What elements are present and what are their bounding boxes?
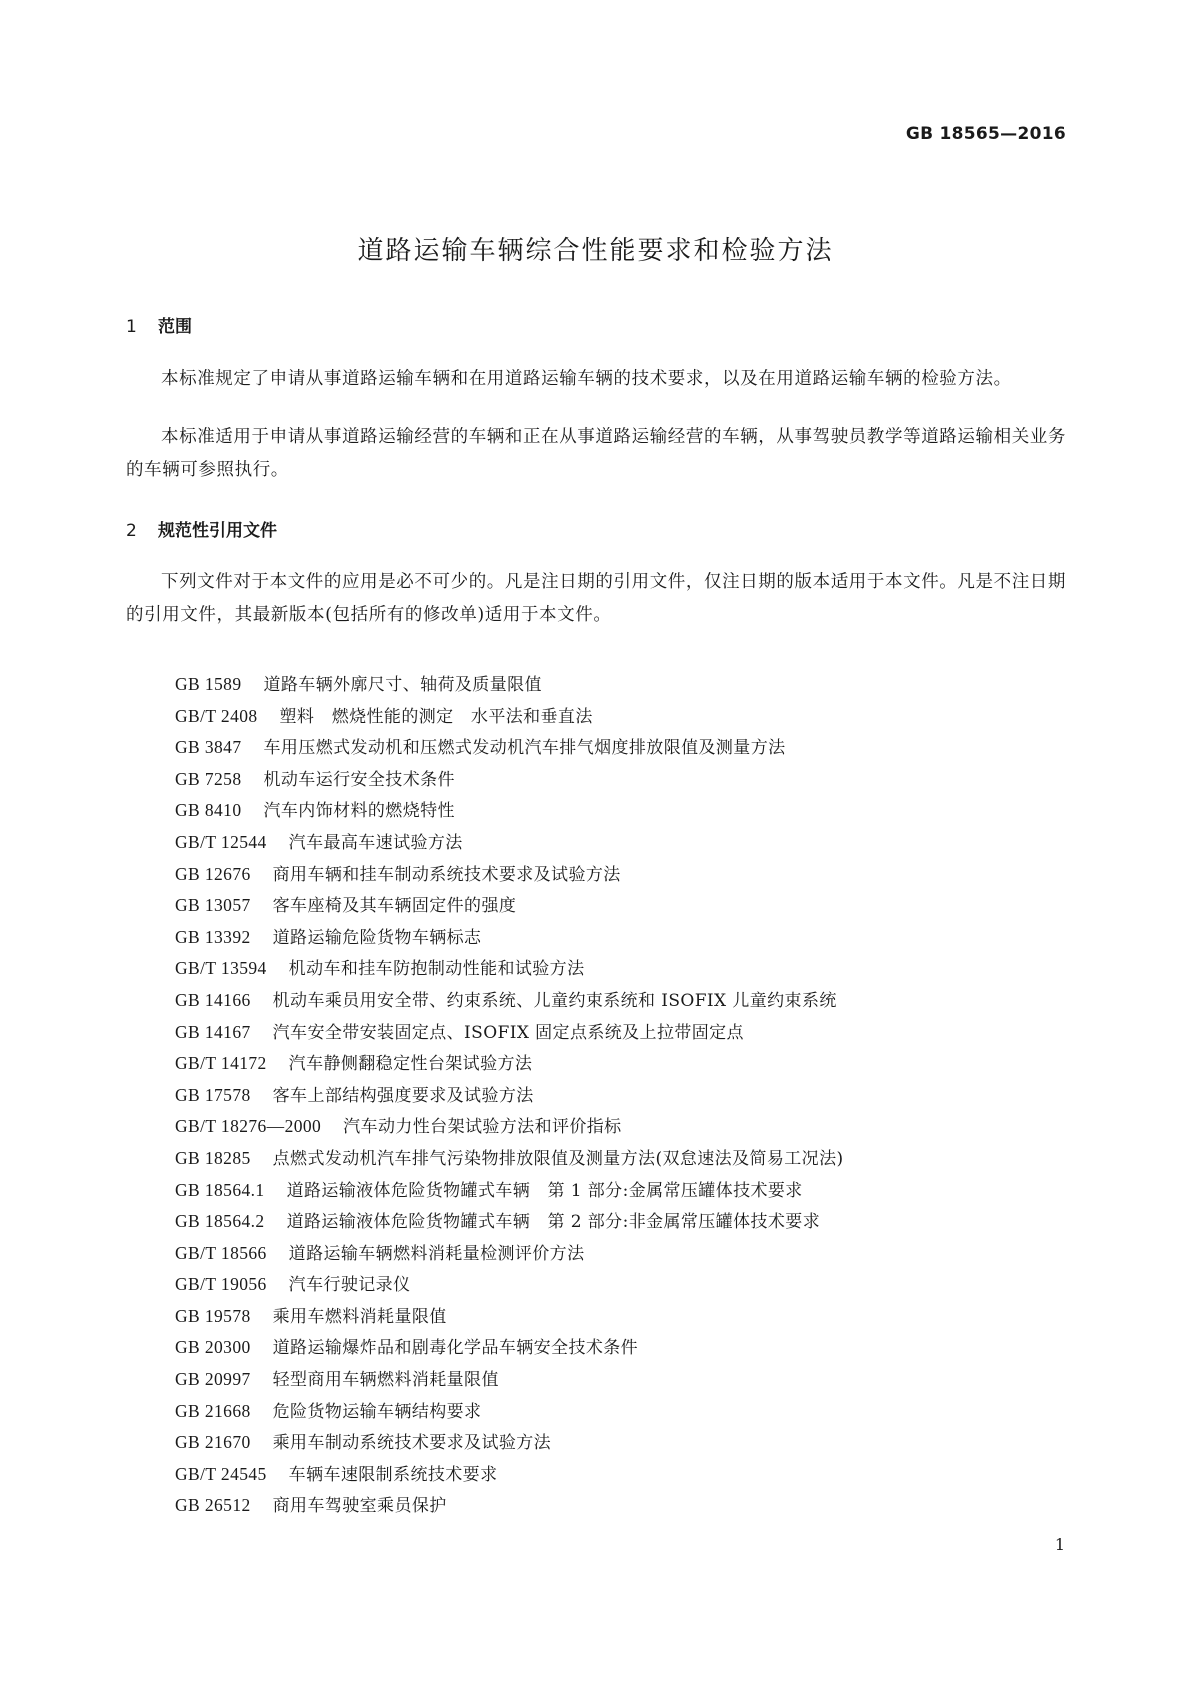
reference-item <box>175 1175 844 1207</box>
reference-item <box>175 1364 844 1396</box>
reference-code: GB 14167 <box>175 1021 251 1042</box>
reference-code: GB 12676 <box>175 863 251 884</box>
reference-name: 商用车驾驶室乘员保护 <box>272 1496 447 1517</box>
reference-code: GB 19578 <box>175 1305 251 1326</box>
reference-name: 汽车最高车速试验方法 <box>288 832 463 853</box>
reference-code: GB/T 24545 <box>175 1463 267 1484</box>
reference-item <box>175 1080 844 1112</box>
reference-name: 道路车辆外廓尺寸、轴荷及质量限值 <box>263 675 542 695</box>
reference-code: GB/T 12544 <box>175 831 267 852</box>
paragraph: 本标准规定了申请从事道路运输车辆和在用道路运输车辆的技术要求，以及在用道路运输车辆的检验方法。 <box>161 369 1012 389</box>
reference-name: 车辆车速限制系统技术要求 <box>288 1464 498 1485</box>
reference-name: 机动车乘员用安全带、约束系统、儿童约束系统和 ISOFIX 儿童约束系统 <box>272 990 837 1011</box>
reference-name: 汽车安全带安装固定点、ISOFIX 固定点系统及上拉带固定点 <box>272 1022 744 1043</box>
reference-item <box>175 1490 844 1522</box>
reference-name: 车用压燃式发动机和压燃式发动机汽车排气烟度排放限值及测量方法 <box>263 738 786 759</box>
reference-name: 乘用车制动系统技术要求及试验方法 <box>272 1433 552 1454</box>
reference-name: 乘用车燃料消耗量限值 <box>272 1306 447 1327</box>
reference-item <box>175 1143 844 1175</box>
reference-code: GB/T 2408 <box>175 705 258 726</box>
reference-code: GB 13057 <box>175 895 251 916</box>
reference-code: GB 3847 <box>175 737 242 758</box>
reference-item <box>175 669 844 701</box>
reference-name: 道路运输危险货物车辆标志 <box>272 927 482 948</box>
reference-item <box>175 985 844 1017</box>
section-number: 1 <box>126 317 137 337</box>
reference-name: 客车上部结构强度要求及试验方法 <box>272 1085 534 1106</box>
reference-item <box>175 1396 844 1428</box>
reference-code: GB 21668 <box>175 1400 251 1421</box>
standard-code: GB 18565—2016 <box>905 124 1066 144</box>
reference-code: GB 18564.2 <box>175 1211 265 1232</box>
reference-name: 危险货物运输车辆结构要求 <box>272 1401 482 1422</box>
reference-item <box>175 1111 844 1143</box>
reference-name: 机动车运行安全技术条件 <box>263 769 455 790</box>
paragraph: 下列文件对于本文件的应用是必不可少的。凡是注日期的引用文件，仅注日期的版本适用于本文件。凡是不注日期的引用文件，其最新版本(包括所有的修改单)适用于本文件。 <box>126 572 1066 625</box>
reference-name: 道路运输液体危险货物罐式车辆 第 2 部分:非金属常压罐体技术要求 <box>286 1212 821 1233</box>
reference-code: GB 14166 <box>175 989 251 1010</box>
reference-name: 轻型商用车辆燃料消耗量限值 <box>272 1370 499 1391</box>
reference-item <box>175 827 844 859</box>
reference-name: 汽车行驶记录仪 <box>288 1275 411 1296</box>
document-title: 道路运输车辆综合性能要求和检验方法 <box>357 236 834 266</box>
section-1-heading <box>126 312 192 337</box>
reference-item <box>175 1269 844 1301</box>
reference-item <box>175 732 844 764</box>
reference-code: GB 17578 <box>175 1084 251 1105</box>
reference-name: 道路运输液体危险货物罐式车辆 第 1 部分:金属常压罐体技术要求 <box>286 1180 803 1201</box>
reference-name: 点燃式发动机汽车排气污染物排放限值及测量方法(双怠速法及简易工况法) <box>272 1148 844 1169</box>
section-title: 规范性引用文件 <box>158 521 277 541</box>
reference-item <box>175 953 844 985</box>
reference-code: GB 26512 <box>175 1495 251 1516</box>
reference-code: GB 13392 <box>175 926 251 947</box>
reference-list <box>175 669 844 1522</box>
reference-item <box>175 795 844 827</box>
reference-code: GB 18285 <box>175 1147 251 1168</box>
reference-item <box>175 764 844 796</box>
section-title: 范围 <box>158 317 192 337</box>
reference-name: 道路运输车辆燃料消耗量检测评价方法 <box>288 1243 585 1264</box>
reference-item <box>175 1048 844 1080</box>
reference-name: 塑料 燃烧性能的测定 水平法和垂直法 <box>279 706 593 727</box>
reference-name: 汽车动力性台架试验方法和评价指标 <box>343 1117 622 1138</box>
reference-code: GB 18564.1 <box>175 1179 265 1200</box>
reference-code: GB 1589 <box>175 674 242 694</box>
reference-item <box>175 1332 844 1364</box>
reference-code: GB 8410 <box>175 800 242 821</box>
reference-item <box>175 1427 844 1459</box>
reference-code: GB/T 14172 <box>175 1053 267 1074</box>
section-number: 2 <box>126 521 137 541</box>
reference-item <box>175 1238 844 1270</box>
reference-item <box>175 890 844 922</box>
reference-item <box>175 922 844 954</box>
reference-code: GB/T 18566 <box>175 1242 267 1263</box>
reference-code: GB/T 18276—2000 <box>175 1116 322 1137</box>
reference-item <box>175 1206 844 1238</box>
reference-item <box>175 1017 844 1049</box>
reference-code: GB 7258 <box>175 768 242 789</box>
page-number: 1 <box>1054 1535 1065 1554</box>
reference-code: GB 20300 <box>175 1337 251 1358</box>
paragraph: 本标准适用于申请从事道路运输经营的车辆和正在从事道路运输经营的车辆，从事驾驶员教学等道路运输相关业务的车辆可参照执行。 <box>126 427 1066 480</box>
reference-item <box>175 701 844 733</box>
reference-item <box>175 1459 844 1491</box>
reference-code: GB/T 19056 <box>175 1274 267 1295</box>
section-2-heading <box>126 516 277 541</box>
reference-code: GB 20997 <box>175 1369 251 1390</box>
reference-name: 商用车辆和挂车制动系统技术要求及试验方法 <box>272 864 621 885</box>
reference-name: 汽车静侧翻稳定性台架试验方法 <box>288 1054 533 1075</box>
reference-code: GB/T 13594 <box>175 958 267 979</box>
reference-name: 汽车内饰材料的燃烧特性 <box>263 801 455 822</box>
reference-name: 道路运输爆炸品和剧毒化学品车辆安全技术条件 <box>272 1338 639 1359</box>
reference-item <box>175 1301 844 1333</box>
reference-name: 客车座椅及其车辆固定件的强度 <box>272 896 517 917</box>
reference-name: 机动车和挂车防抱制动性能和试验方法 <box>288 959 585 980</box>
reference-code: GB 21670 <box>175 1432 251 1453</box>
reference-item <box>175 859 844 891</box>
